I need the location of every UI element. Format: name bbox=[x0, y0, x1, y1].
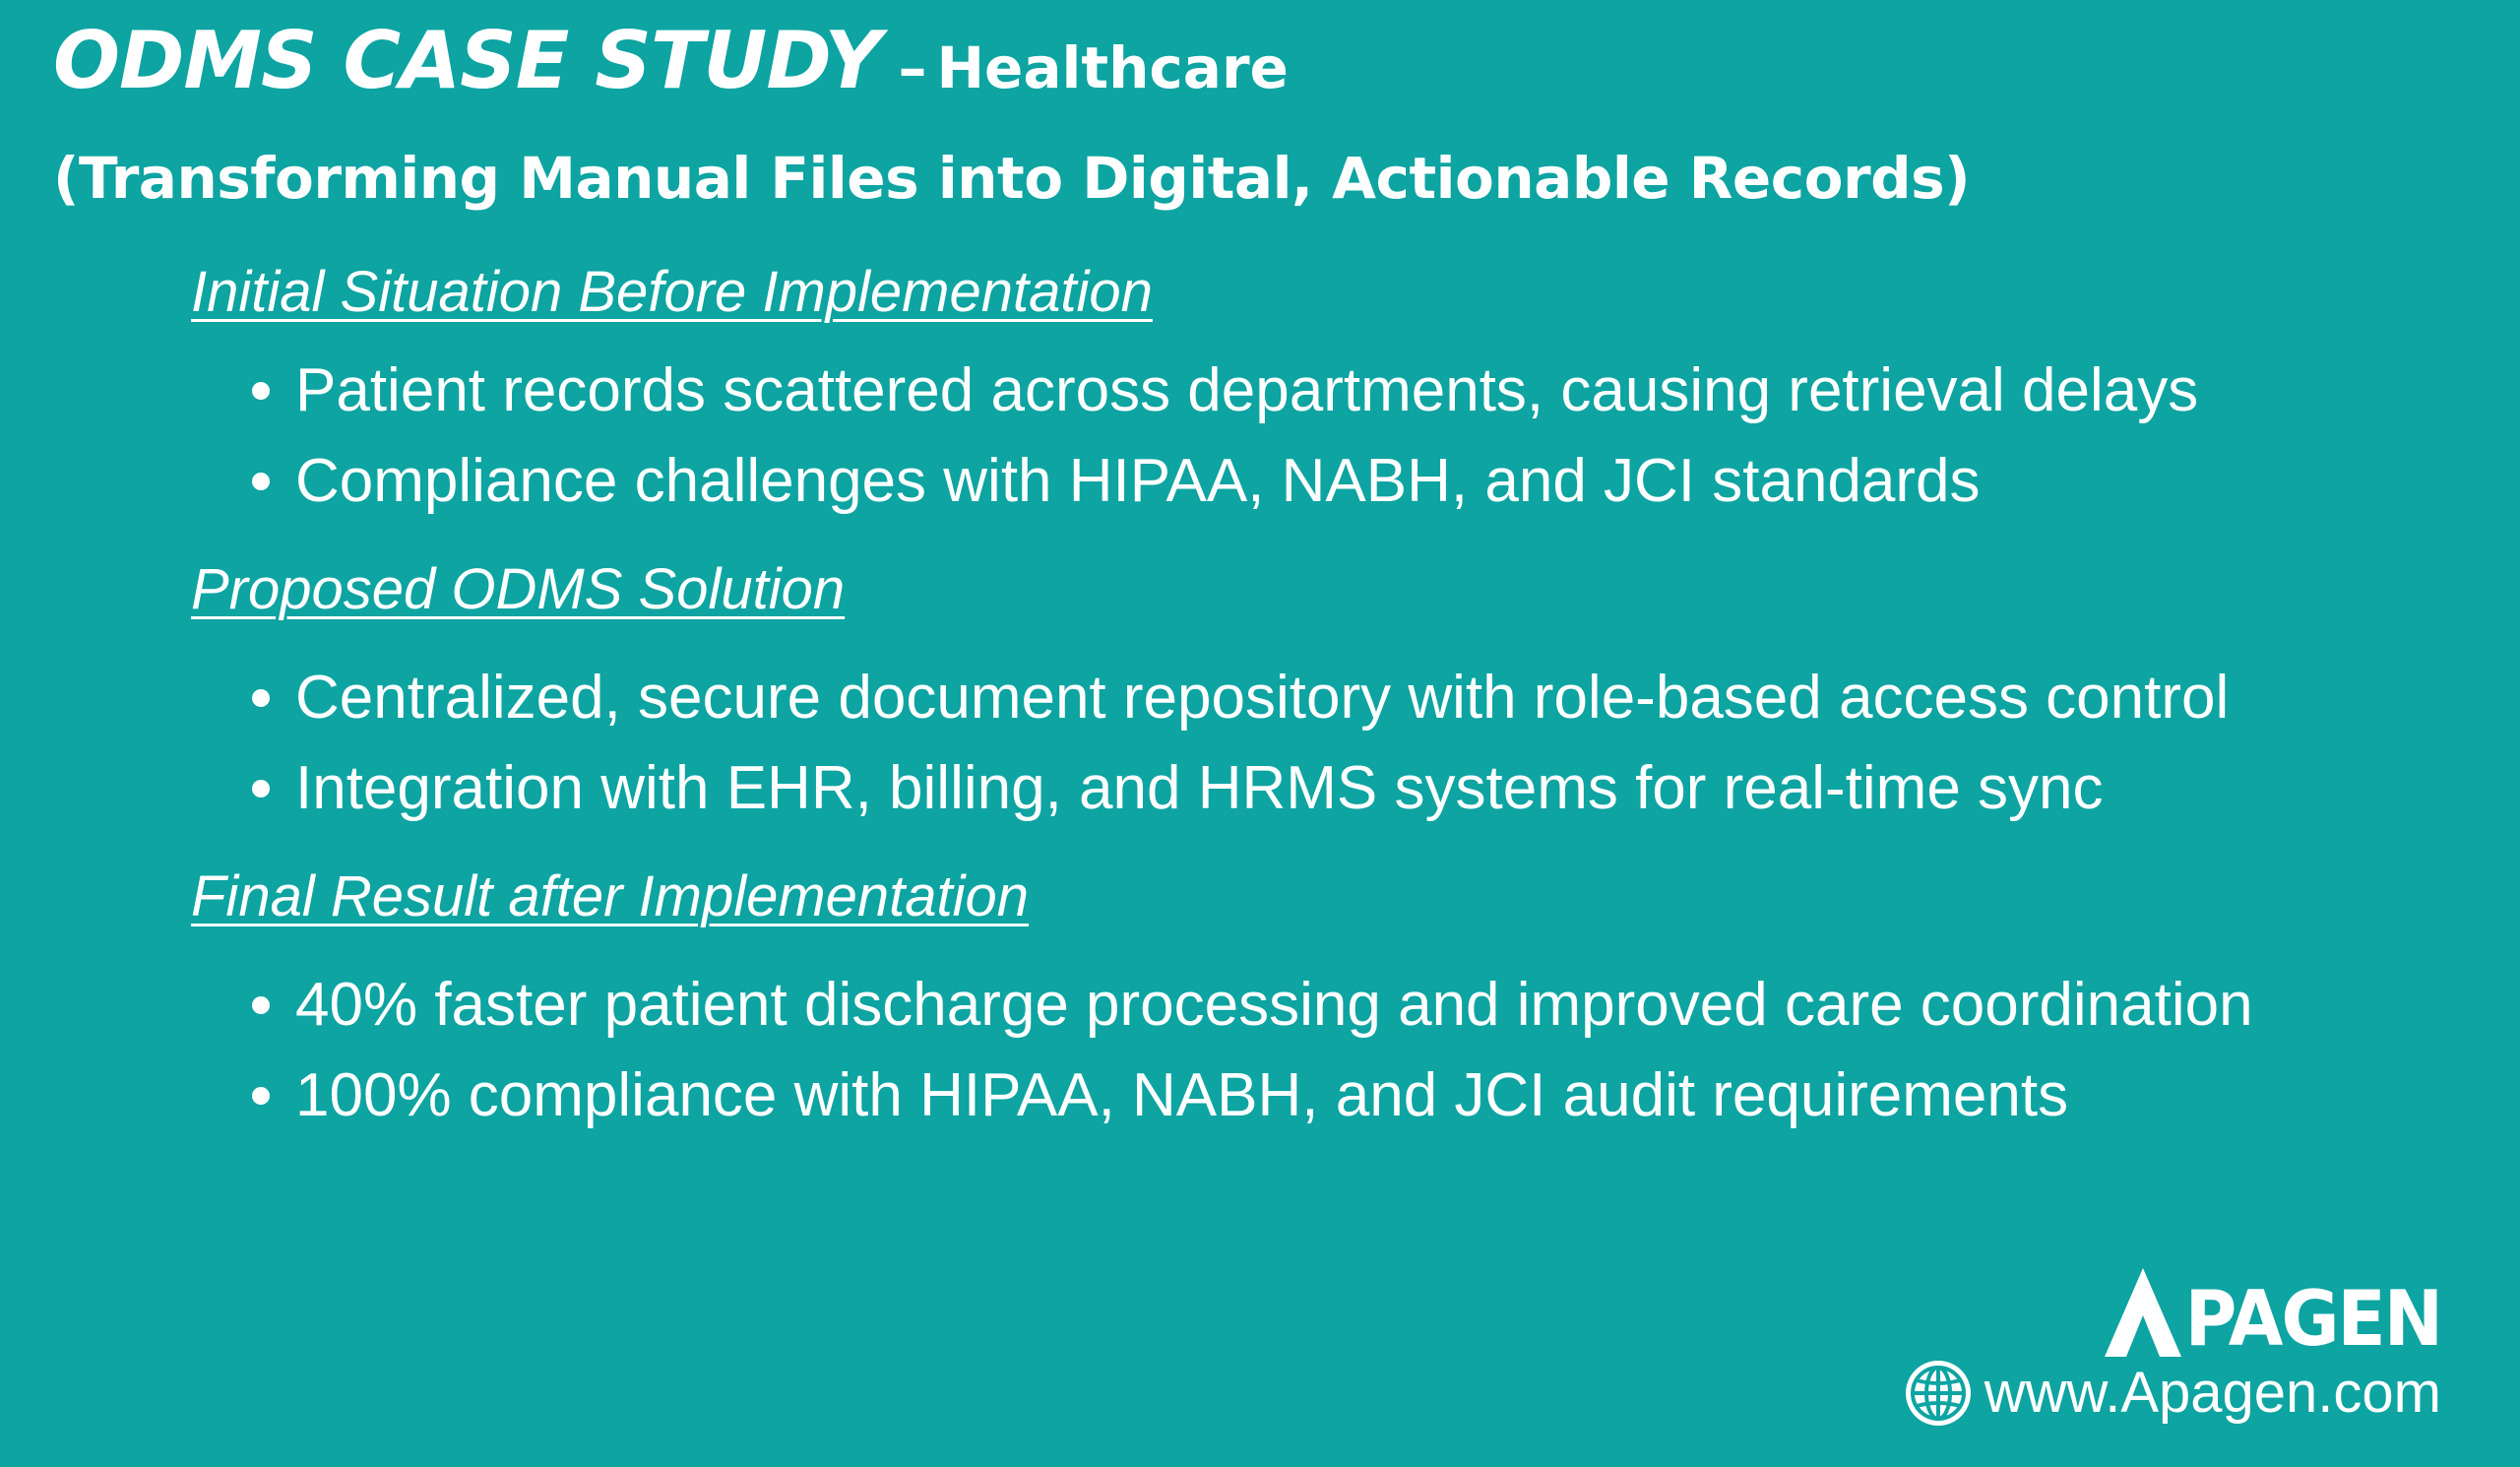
page-subtitle: (Transforming Manual Files into Digital, Actionable Records) bbox=[53, 145, 1971, 212]
bullet-dot-icon bbox=[252, 382, 270, 400]
title-sector: Healthcare bbox=[936, 34, 1289, 101]
bullet-text: 40% faster patient discharge processing and improved care coordination bbox=[295, 971, 2253, 1039]
apagen-a-logo-icon bbox=[2105, 1268, 2181, 1357]
bullet-text: Patient records scattered across departments, causing retrieval delays bbox=[295, 356, 2199, 424]
bullet-dot-icon bbox=[252, 689, 270, 707]
globe-icon bbox=[1904, 1359, 1973, 1428]
branding bbox=[1890, 1260, 2441, 1437]
bullet-item bbox=[252, 356, 2199, 424]
section-heading-proposed-solution: Proposed ODMS Solution bbox=[191, 557, 846, 621]
bullet-text: Compliance challenges with HIPAA, NABH, and JCI standards bbox=[295, 447, 1981, 515]
bullet-item bbox=[252, 664, 2230, 732]
page-title: ODMS CASE STUDY bbox=[53, 15, 881, 106]
bullet-item bbox=[252, 754, 2104, 822]
section-heading-final-result: Final Result after Implementation bbox=[191, 864, 1030, 928]
bullet-dot-icon bbox=[252, 780, 270, 797]
bullet-item bbox=[252, 1061, 2069, 1129]
website-row bbox=[1904, 1359, 2441, 1428]
section-heading-initial-situation: Initial Situation Before Implementation bbox=[191, 260, 1153, 324]
bullet-dot-icon bbox=[252, 996, 270, 1014]
title-line bbox=[53, 15, 1289, 106]
bullet-item bbox=[252, 447, 1981, 515]
bullet-dot-icon bbox=[252, 473, 270, 490]
bullet-text: 100% compliance with HIPAA, NABH, and JCI audit requirements bbox=[295, 1061, 2069, 1129]
title-separator: – bbox=[898, 34, 927, 101]
website-link[interactable]: www.Apagen.com bbox=[1984, 1361, 2441, 1425]
apagen-logo bbox=[2105, 1268, 2441, 1364]
bullet-text: Centralized, secure document repository with role-based access control bbox=[295, 664, 2230, 732]
bullet-dot-icon bbox=[252, 1087, 270, 1105]
bullet-text: Integration with EHR, billing, and HRMS systems for real-time sync bbox=[295, 754, 2104, 822]
logo-text: PAGEN bbox=[2184, 1273, 2441, 1364]
bullet-item bbox=[252, 971, 2253, 1039]
